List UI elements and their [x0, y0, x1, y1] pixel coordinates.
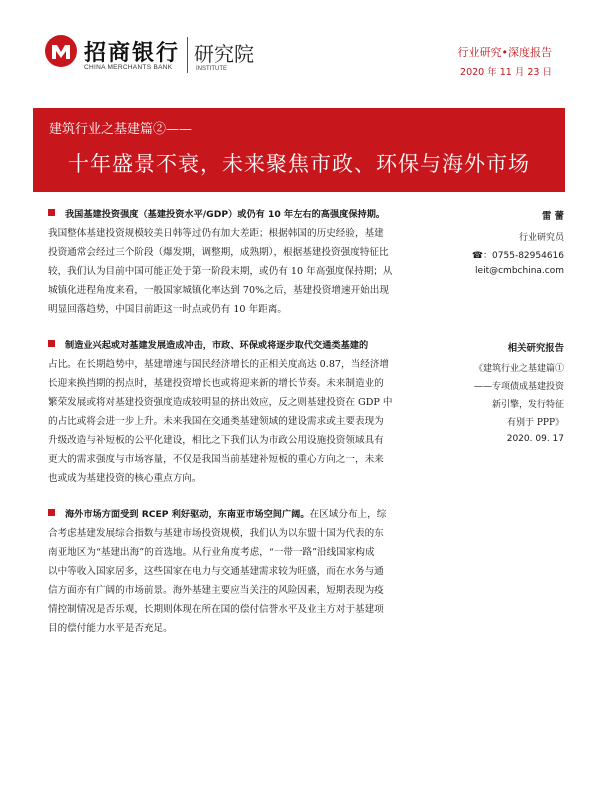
paragraph-line: 也或成为基建投资的核心重点方向。 [48, 473, 202, 484]
paragraph-line: 长迎来换挡期的拐点时，基建投资增长也或将迎来新的增长节奏。未来制造业的 [48, 378, 384, 389]
institute-name-en: INSTITUTE [196, 66, 227, 72]
paragraph-line: 明显回落趋势，中国目前距这一时点或仍有 10 年距离。 [48, 304, 287, 315]
paragraph-line: 较，我们认为目前中国可能正处于第一阶段末期，或仍有 10 年高强度保持期；从 [48, 266, 393, 277]
related-reports-heading: 相关研究报告 [507, 343, 564, 354]
paragraph-line: 繁荣发展或将对基建投资强度造成较明显的挤出效应，反之则基建投资在 GDP 中 [48, 397, 393, 408]
summary-column [48, 205, 418, 655]
cmb-logo-icon [44, 34, 78, 68]
institute-name-cn: 研究院 [194, 42, 254, 66]
paragraph-line: 目的偿付能力水平是否充足。 [48, 623, 173, 634]
paragraph-line: 更大的需求强度与市场容量，不仅是我国当前基建补短板的重心方向之一，未来 [48, 454, 384, 465]
related-report-line: 有别于 PPP》 [506, 418, 564, 428]
paragraph-heading: 海外市场方面受到 RCEP 利好驱动，东南亚市场空间广阔。 [65, 509, 310, 520]
summary-paragraph-1 [48, 205, 418, 319]
logo-divider [187, 37, 188, 73]
paragraph-heading: 制造业兴起或对基建发展造成冲击，市政、环保或将逐步取代交通类基建的 [65, 340, 369, 351]
title-banner [33, 108, 565, 192]
bullet-square-icon [48, 509, 55, 516]
report-type: 行业研究•深度报告 [457, 46, 552, 59]
summary-paragraph-3 [48, 505, 418, 638]
paragraph-line: 在区域分布上，综 [309, 509, 387, 520]
related-report-line: 《建筑行业之基建篇① [473, 364, 564, 374]
related-report-line: 新引擎，发行特征 [491, 400, 564, 410]
paragraph-line: 情控制情况是否乐观，长期则体现在所在国的偿付信誉水平及业主方对于基建项 [48, 604, 384, 615]
banner-subtitle: 建筑行业之基建篇②—— [49, 122, 193, 137]
analyst-name: 雷 蕾 [541, 211, 564, 222]
paragraph-line: 以中等收入国家居多，这些国家在电力与交通基建需求较为旺盛，而在水务与通 [48, 566, 384, 577]
paragraph-line: 我国整体基建投资规模较美日韩等过仍有加大差距；根据韩国的历史经验，基建 [48, 228, 384, 239]
summary-paragraph-2 [48, 336, 418, 488]
related-report-date: 2020. 09. 17 [506, 434, 564, 444]
related-report-line: ——专项债成基建投资 [473, 382, 564, 392]
bank-name-cn: 招商银行 [84, 41, 181, 66]
paragraph-line: 投资通常会经过三个阶段（爆发期，调整期，成熟期），根据基建投资强度特征比 [48, 247, 389, 258]
related-report-title[interactable] [436, 360, 564, 432]
paragraph-line: 信方面亦有广阔的市场前景。海外基建主要应当关注的风险因素，短期表现为疫 [48, 585, 384, 596]
paragraph-line: 的占比或将会进一步上升。未来我国在交通类基建领域的建设需求或主要表现为 [48, 416, 384, 427]
analyst-email[interactable]: leit@cmbchina.com [475, 266, 564, 276]
bullet-square-icon [48, 340, 55, 347]
paragraph-line: 占比。在长期趋势中，基建增速与国民经济增长的正相关度高达 0.87，当经济增 [48, 359, 390, 370]
analyst-role: 行业研究员 [518, 233, 564, 243]
bullet-square-icon [48, 209, 55, 216]
bank-name-en: CHINA MERCHANTS BANK [84, 64, 173, 71]
report-date: 2020 年 11 月 23 日 [460, 67, 552, 78]
paragraph-line: 南亚地区为“基建出海”的首选地。从行业角度考虑，“一带一路”沿线国家构成 [48, 547, 375, 558]
paragraph-line: 合考虑基建发展综合指数与基建市场投资规模，我们认为以东盟十国为代表的东 [48, 528, 384, 539]
report-title: 十年盛景不衰，未来聚焦市政、环保与海外市场 [68, 152, 530, 176]
analyst-phone: ☎：0755-82954616 [471, 251, 564, 261]
paragraph-line: 城镇化进程角度来看，一般国家城镇化率达到 70%之后，基建投资增速开始出现 [48, 285, 389, 296]
paragraph-heading: 我国基建投资强度（基建投资水平/GDP）或仍有 10 年左右的高强度保持期。 [65, 209, 386, 220]
paragraph-line: 升级改造与补短板的公平化建设，相比之下我们认为市政公用设施投资领域具有 [48, 435, 384, 446]
